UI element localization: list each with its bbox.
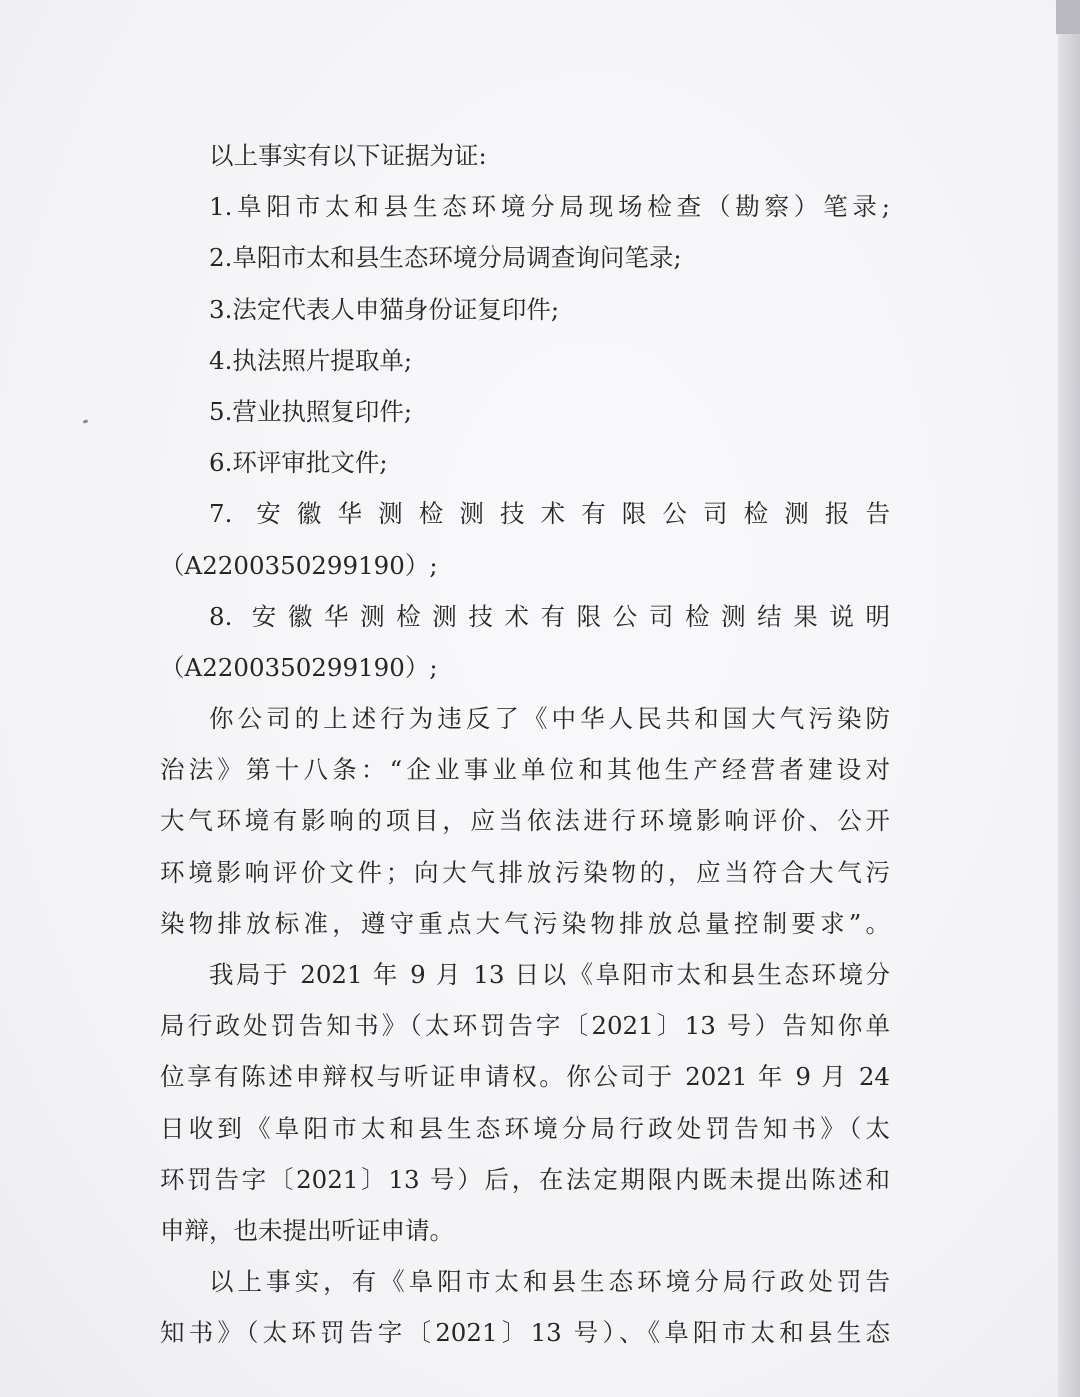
text-line: 1.阜阳市太和县生态环境分局现场检查（勘察）笔录; [209, 192, 890, 222]
text-line: 以上事实有以下证据为证: [209, 141, 487, 170]
text-line: 以上事实，有《阜阳市太和县生态环境分局行政处罚告 [209, 1267, 890, 1297]
text-line: 日收到《阜阳市太和县生态环境分局行政处罚告知书》（太 [160, 1113, 890, 1143]
text-line: 知书》（太环罚告字〔2021〕13 号）、《阜阳市太和县生态 [160, 1318, 890, 1348]
text-line: 8. 安徽华测检测技术有限公司检测结果说明 [209, 601, 890, 631]
scan-speck [83, 419, 89, 424]
text-line: 位享有陈述申辩权与听证申请权。你公司于 2021 年 9 月 24 [160, 1062, 890, 1092]
text-line: 你公司的上述行为违反了《中华人民共和国大气污染防 [209, 704, 890, 734]
text-line: 申辩，也未提出听证申请。 [160, 1215, 454, 1245]
text-line: 2.阜阳市太和县生态环境分局调查询问笔录; [209, 243, 682, 273]
text-line: 环境影响评价文件；向大气排放污染物的，应当符合大气污 [160, 857, 890, 887]
text-line: 染物排放标准，遵守重点大气污染物排放总量控制要求”。 [160, 908, 890, 938]
text-line: 治法》第十八条：“企业事业单位和其他生产经营者建设对 [160, 755, 890, 785]
text-line: 大气环境有影响的项目，应当依法进行环境影响评价、公开 [160, 806, 890, 836]
text-line: 局行政处罚告知书》（太环罚告字〔2021〕13 号）告知你单 [160, 1011, 890, 1041]
text-line: 4.执法照片提取单; [209, 345, 413, 375]
text-line: （A2200350299190）; [160, 652, 438, 682]
text-line: 7. 安徽华测检测技术有限公司检测报告 [209, 499, 890, 529]
scan-corner-mark [1056, 0, 1080, 34]
text-line: 我局于 2021 年 9 月 13 日以《阜阳市太和县生态环境分 [209, 960, 890, 989]
body-text [160, 130, 890, 1359]
text-line: 6.环评审批文件; [209, 448, 388, 478]
text-line: （A2200350299190）; [160, 550, 438, 580]
text-line: 5.营业执照复印件; [209, 396, 413, 426]
text-line: 3.法定代表人申猫身份证复印件; [209, 294, 560, 324]
scan-edge [1058, 0, 1080, 1397]
text-line: 环罚告字〔2021〕13 号）后，在法定期限内既未提出陈述和 [160, 1164, 890, 1194]
